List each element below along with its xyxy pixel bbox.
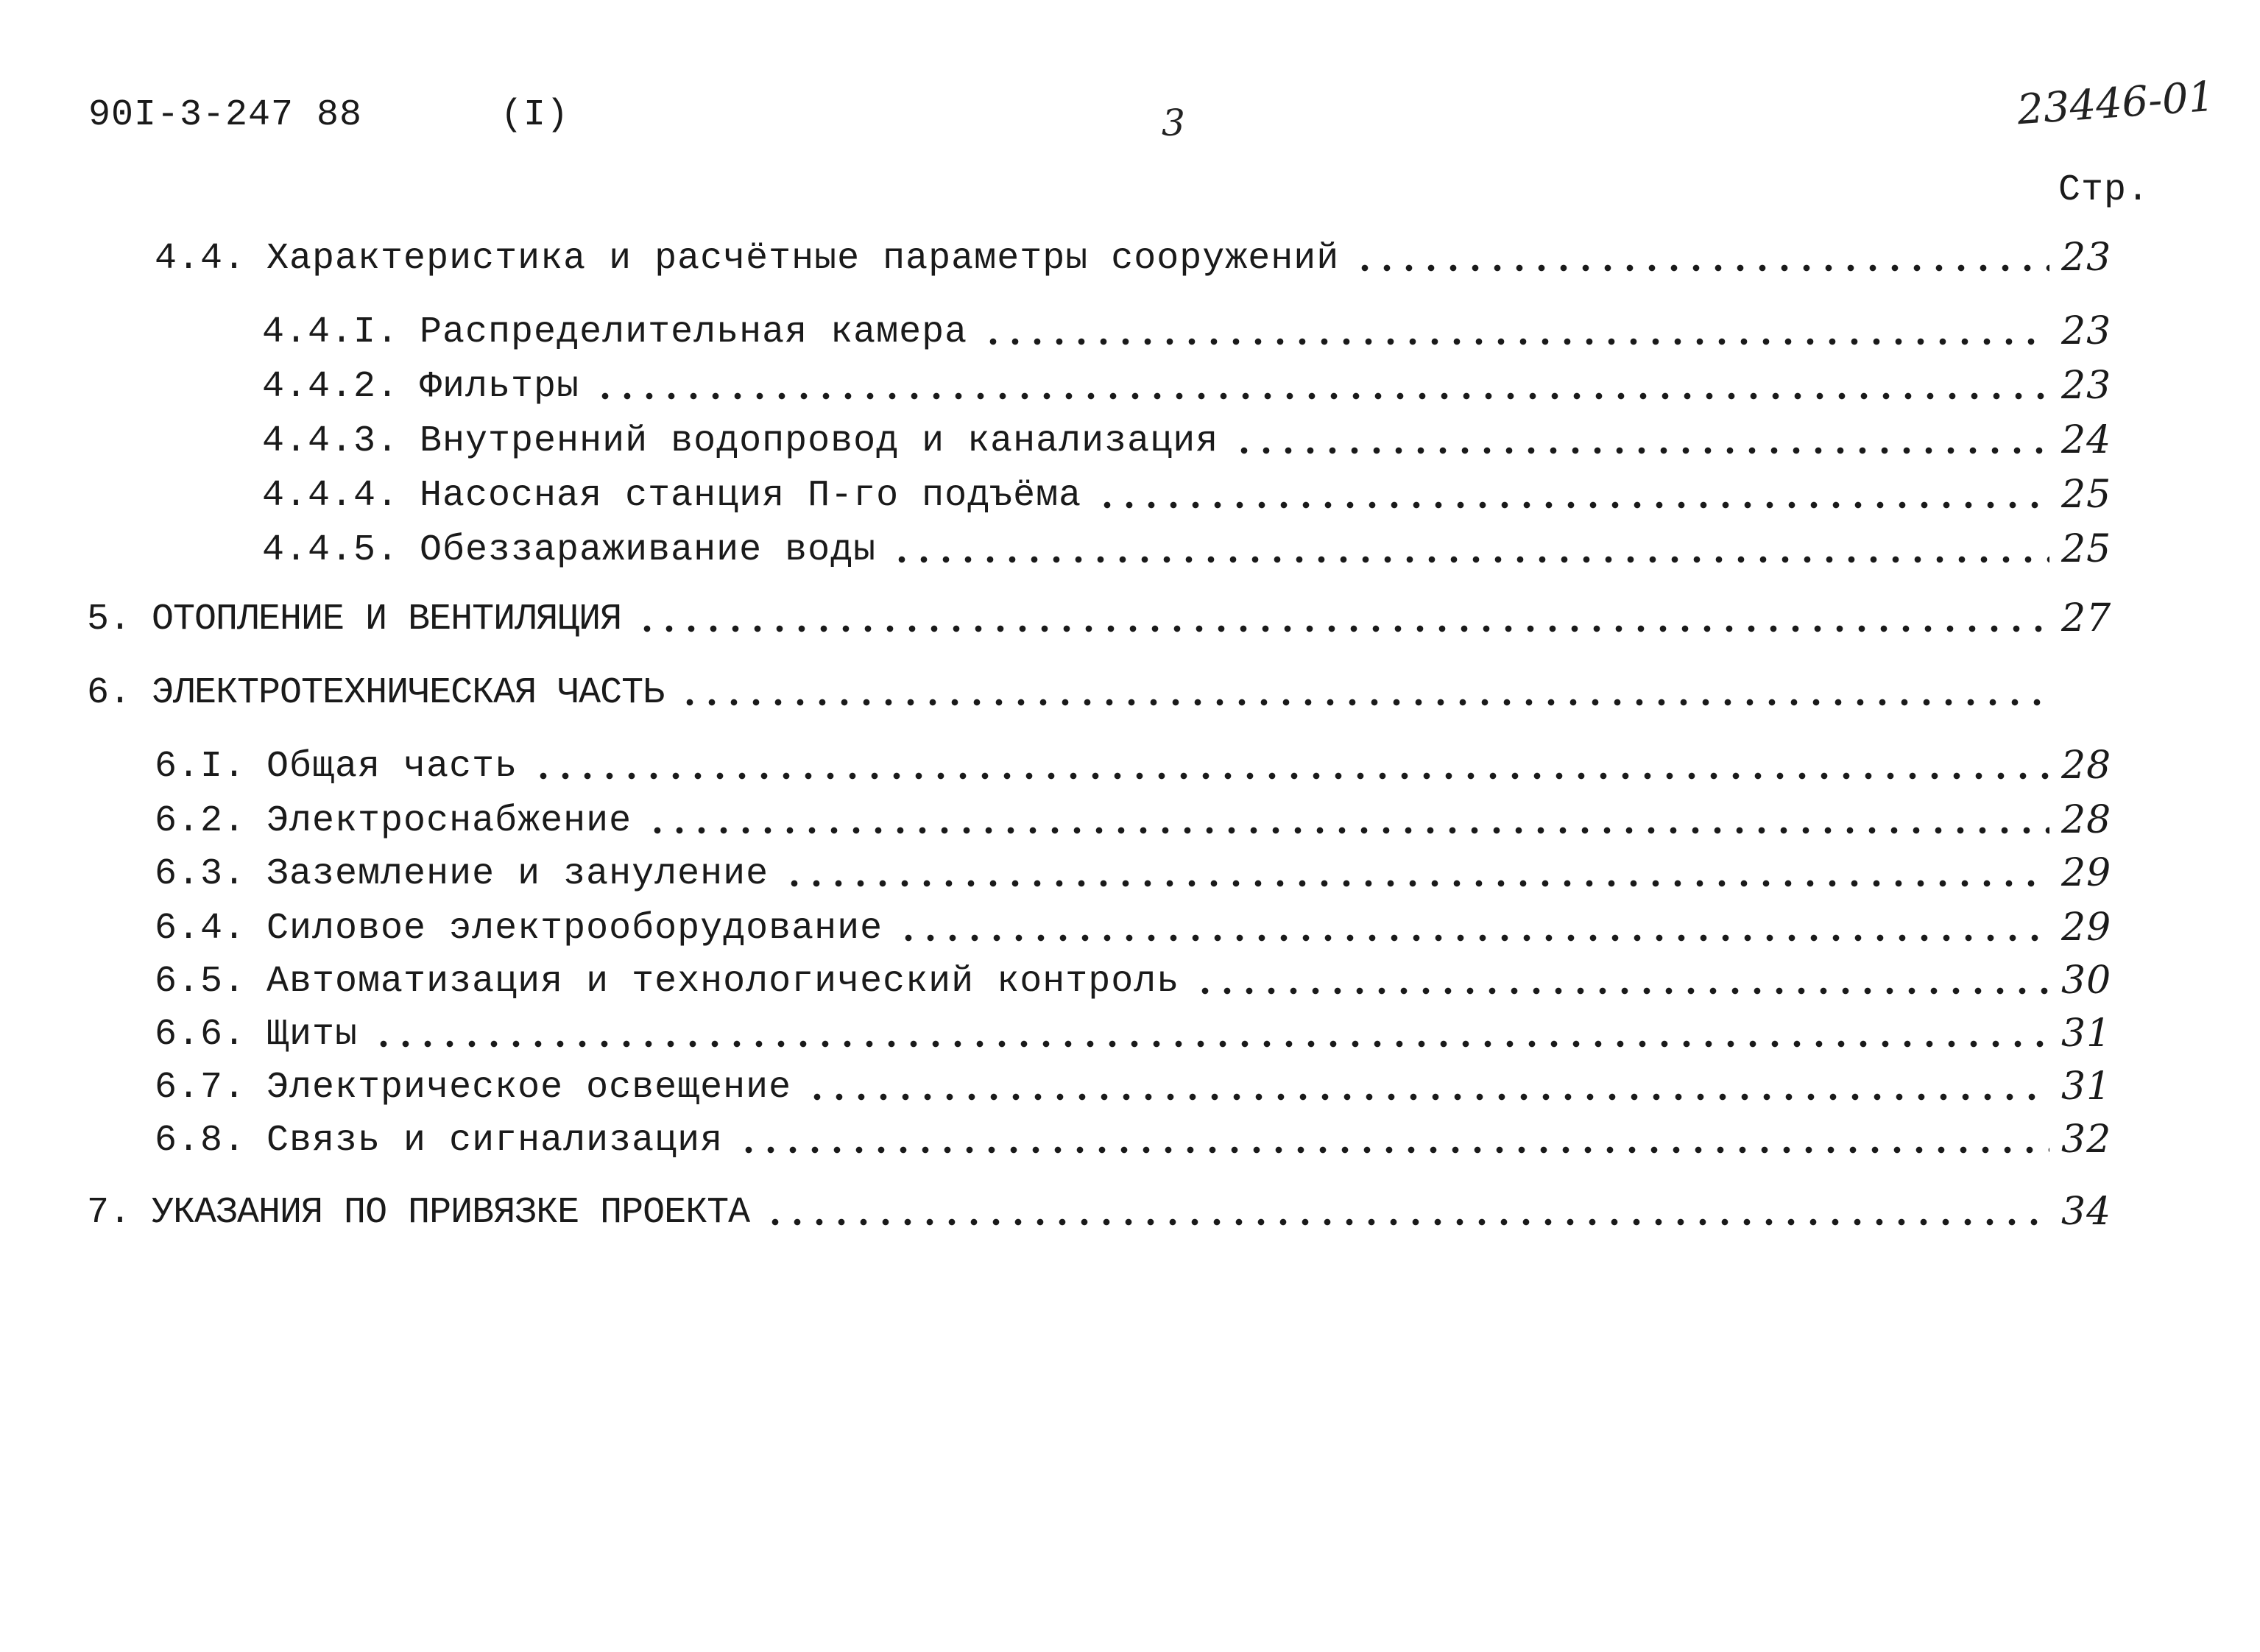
toc-entry (262, 473, 2120, 517)
page-number: 3 (1162, 102, 1185, 144)
toc-entry-page: 25 (2061, 527, 2112, 571)
toc-entry-number: 4.4.I. (262, 311, 400, 353)
dot-leader (679, 698, 2049, 707)
toc-entry (155, 906, 2120, 950)
toc-section-number: 6. (87, 672, 132, 714)
toc-entry-number: 6.2. (155, 800, 247, 842)
toc-entry-number: 6.7. (155, 1067, 247, 1109)
toc-entry-number: 6.4. (155, 908, 247, 950)
toc-entry (262, 309, 2120, 353)
toc-entry-page: 28 (2061, 798, 2112, 842)
dot-leader (646, 826, 2049, 835)
toc-entry-number: 4.4.4. (262, 475, 400, 517)
toc-section-title: УКАЗАНИЯ ПО ПРИВЯЗКЕ ПРОЕКТА (152, 1192, 750, 1234)
toc-section-page: 27 (2061, 596, 2112, 640)
toc-entry-number: 6.6. (155, 1014, 247, 1056)
toc-entry-title: Характеристика и расчётные параметры сооружений (266, 238, 1340, 280)
toc-entry-number: 6.3. (155, 853, 247, 895)
toc-entry (262, 364, 2120, 408)
dot-leader (897, 933, 2049, 942)
toc-entry-page: 28 (2061, 744, 2112, 788)
toc-section (87, 670, 2120, 714)
toc-entry (155, 236, 2120, 280)
toc-entry-page: 29 (2061, 906, 2112, 950)
toc-entry-page: 32 (2061, 1118, 2112, 1162)
toc-entry-title: Автоматизация и технологический контроль (266, 961, 1180, 1003)
page-column-header: Стр. (2058, 169, 2150, 211)
toc-entry (262, 527, 2120, 571)
document-part: (I) (501, 94, 570, 136)
toc-entry-title: Силовое электрооборудование (266, 908, 883, 950)
toc-entry (155, 744, 2120, 788)
toc-section (87, 596, 2120, 640)
toc-entry (155, 1065, 2120, 1109)
toc-entry (155, 1012, 2120, 1056)
toc-entry-number: 4.4.5. (262, 529, 400, 571)
dot-leader (982, 337, 2049, 346)
dot-leader (891, 555, 2049, 564)
toc-entry-title: Обеззараживание воды (420, 529, 877, 571)
toc-entry-page: 23 (2061, 236, 2112, 280)
dot-leader (594, 392, 2049, 400)
toc-entry-page: 25 (2061, 473, 2112, 517)
toc-section-title: ЭЛЕКТРОТЕХНИЧЕСКАЯ ЧАСТЬ (152, 672, 665, 714)
toc-section (87, 1190, 2120, 1234)
toc-section-number: 7. (87, 1192, 132, 1234)
toc-section-title: ОТОПЛЕНИЕ И ВЕНТИЛЯЦИЯ (152, 599, 622, 640)
toc-entry-title: Связь и сигнализация (266, 1120, 724, 1162)
toc-entry (155, 959, 2120, 1003)
toc-entry-number: 6.I. (155, 746, 247, 788)
dot-leader (764, 1218, 2049, 1226)
toc-entry-title: Щиты (266, 1014, 359, 1056)
toc-entry-page: 30 (2061, 959, 2112, 1003)
toc-entry-title: Фильтры (420, 366, 580, 408)
toc-entry-title: Электроснабжение (266, 800, 632, 842)
toc-entry-title: Внутренний водопровод и канализация (420, 420, 1219, 462)
dot-leader (636, 624, 2049, 633)
dot-leader (1194, 986, 2049, 995)
dot-leader (532, 772, 2049, 780)
toc-entry-number: 6.8. (155, 1120, 247, 1162)
dot-leader (372, 1039, 2049, 1048)
toc-entry-number: 4.4.3. (262, 420, 400, 462)
toc-entry-page: 23 (2061, 364, 2112, 408)
toc-entry (155, 1118, 2120, 1162)
toc-entry (155, 798, 2120, 842)
dot-leader (738, 1146, 2049, 1154)
inventory-number: 23446-01 (2016, 72, 2217, 135)
dot-leader (1233, 446, 2049, 455)
toc-entry-page: 24 (2061, 418, 2112, 462)
toc-entry-title: Заземление и зануление (266, 853, 769, 895)
toc-entry-title: Насосная станция П-го подъёма (420, 475, 1082, 517)
toc-entry-number: 4.4. (155, 238, 247, 280)
toc-entry-page: 31 (2061, 1012, 2112, 1056)
toc-section-number: 5. (87, 599, 132, 640)
toc-section-page: 34 (2061, 1190, 2112, 1234)
dot-leader (806, 1092, 2049, 1101)
toc-entry-number: 4.4.2. (262, 366, 400, 408)
dot-leader (1354, 264, 2049, 272)
toc-entry-number: 6.5. (155, 961, 247, 1003)
toc-entry-page: 29 (2061, 851, 2112, 895)
dot-leader (1096, 501, 2049, 509)
toc-entry-page: 31 (2061, 1065, 2112, 1109)
document-code: 90I-3-247 88 (88, 94, 363, 136)
toc-entry-title: Распределительная камера (420, 311, 968, 353)
toc-entry-title: Общая часть (266, 746, 518, 788)
toc-entry-page: 23 (2061, 309, 2112, 353)
toc-entry (262, 418, 2120, 462)
toc-entry (155, 851, 2120, 895)
toc-entry-title: Электрическое освещение (266, 1067, 792, 1109)
dot-leader (783, 879, 2049, 888)
